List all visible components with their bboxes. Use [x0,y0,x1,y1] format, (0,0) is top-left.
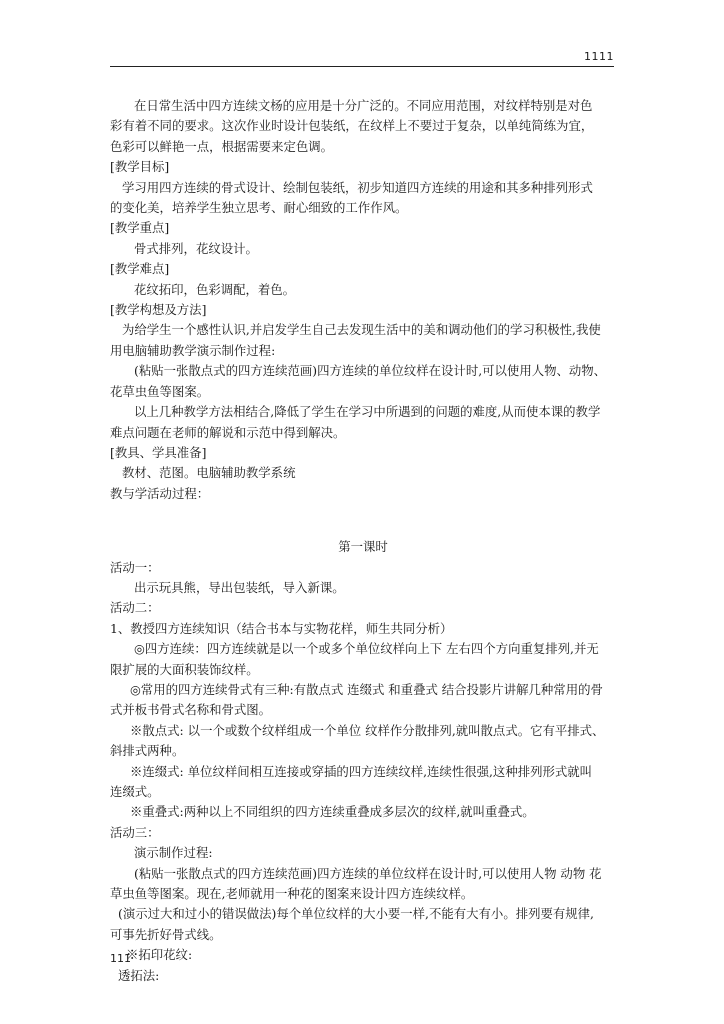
text-line: (粘贴一张散点式的四方连续范画)四方连续的单位纹样在设计时,可以使用人物、动物、 [134,363,607,379]
text-line: ◎常用的四方连续骨式有三种:有散点式 连缀式 和重叠式 结合投影片讲解几种常用的骨 [130,681,603,697]
text-line: 1、教授四方连续知识（结合书本与实物花样，师生共同分析） [110,620,453,636]
activity-heading: 活动一： [110,559,160,575]
text-line: 难点问题在老师的解说和示范中得到解决。 [110,424,346,440]
header-page-number: 1111 [584,50,614,63]
activity-heading: 活动三： [110,824,160,840]
text-line: 的变化美，培养学生独立思考、耐心细致的工作作风。 [110,200,408,216]
section-heading-key-points: [教学重点] [110,220,170,236]
text-line: 可事先折好骨式线。 [110,926,222,942]
text-line: (粘贴一张散点式的四方连续范画)四方连续的单位纹样在设计时,可以使用人物 动物 花 [134,865,602,881]
text-line: (演示过大和过小的错误做法)每个单位纹样的大小要一样,不能有大有小。排列要有规律, [118,906,594,922]
text-line: 教材、范图。电脑辅助教学系统 [122,465,296,481]
lesson-title: 第一课时 [338,539,388,555]
text-line: 色彩可以鲜艳一点，根据需要来定色调。 [110,138,334,154]
text-line: 骨式排列，花纹设计。 [134,240,258,256]
text-line: 透拓法: [118,967,160,983]
text-line: 用电脑辅助教学演示制作过程: [110,342,276,358]
section-heading-objectives: [教学目标] [110,159,170,175]
text-line: 花纹拓印，色彩调配，着色。 [134,281,296,297]
text-line: 式并板书骨式名称和骨式图。 [110,702,272,718]
text-line: 彩有着不同的要求。这次作业时设计包装纸，在纹样上不要过于复杂，以单纯简练为宜， [110,118,594,134]
text-line: 花草虫鱼等图案。 [110,383,210,399]
activity-heading: 活动二： [110,600,160,616]
text-line: 草虫鱼等图案。现在,老师就用一种花的图案来设计四方连续纹样。 [110,886,474,902]
text-line: 连缀式。 [110,784,160,799]
section-heading-difficulties: [教学难点] [110,261,170,277]
text-line: 以上几种教学方法相结合,降低了学生在学习中所遇到的问题的难度,从而使本课的教学 [134,404,601,420]
text-line: ※重叠式:两种以上不同组织的四方连续重叠成多层次的纹样,就叫重叠式。 [130,804,535,820]
text-line: ※散点式: 以一个或数个纹样组成一个单位 纹样作分散排列,就叫散点式。它有平排式、 [130,722,605,738]
section-heading-materials: [教具、学具准备] [110,444,207,460]
text-line: 教与学活动过程： [110,485,210,501]
section-heading-method: [教学构想及方法] [110,302,207,318]
text-line: 出示玩具熊，导出包装纸，导入新课。 [134,579,345,595]
header-rule [110,66,614,67]
spacer [110,504,616,537]
text-line: ※连缀式: 单位纹样间相互连接或穿插的四方连续纹样,连续性很强,这种排列形式就叫 [130,763,593,779]
text-line: 演示制作过程: [134,845,213,861]
text-line: 为给学生一个感性认识,并启发学生自己去发现生活中的美和调动他们的学习积极性,我使 [122,322,601,338]
footer-page-number: 111 [110,952,131,965]
text-line: 限扩展的大面积装饰纹样。 [110,661,259,677]
document-body [110,96,616,986]
text-line: 斜排式两种。 [110,743,185,759]
text-line: 在日常生活中四方连续文杨的应用是十分广泛的。不同应用范围，对纹样特别是对色 [134,98,593,113]
text-line: ※拓印花纹: [126,947,193,963]
text-line: ◎四方连续：四方连续就是以一个或多个单位纹样向上下 左右四个方向重复排列,并无 [134,641,599,657]
text-line: 学习用四方连续的骨式设计、绘制包装纸，初步知道四方连续的用途和其多种排列形式 [122,179,593,195]
